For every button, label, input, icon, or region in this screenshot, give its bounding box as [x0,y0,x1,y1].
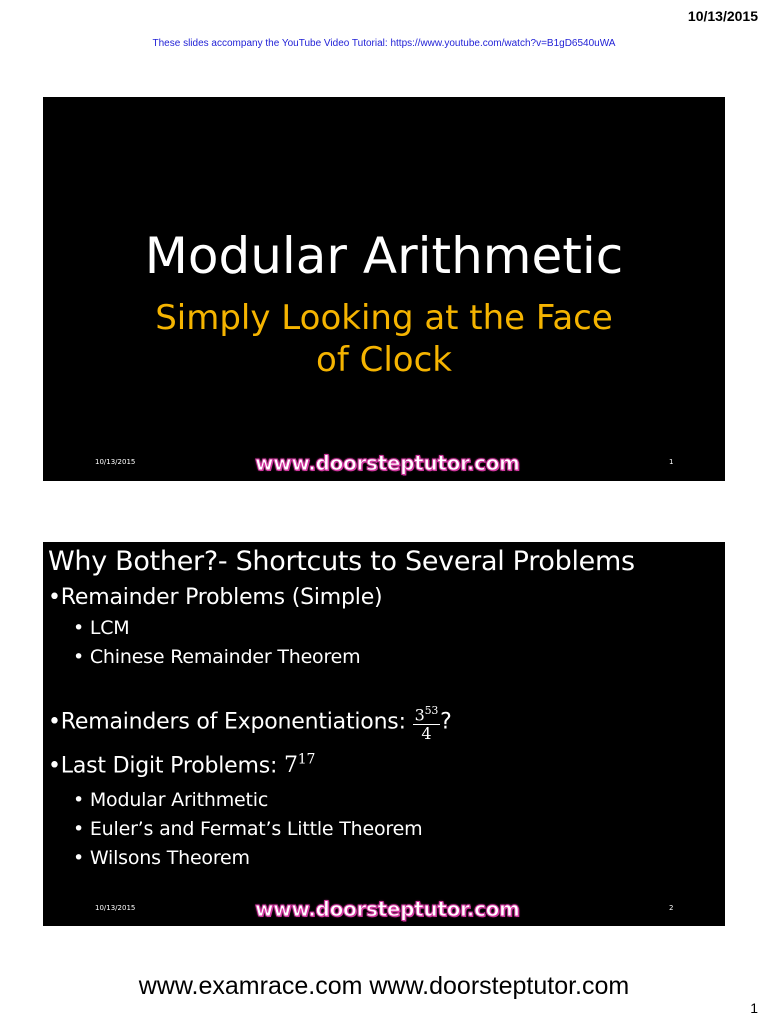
fraction-numerator: $3^{53}$ [414,704,439,725]
page-number: 1 [750,1000,758,1016]
question-mark: ? [440,709,452,735]
bullet-wilson-text: Wilsons Theorem [89,847,250,869]
bullet-remainder-text: Remainder Problems (Simple) [60,585,383,610]
slide-1-subtitle [43,297,725,381]
slide-2-footer-number: 2 [669,904,674,912]
slide-1-title: Modular Arithmetic [144,227,624,285]
page-date: 10/13/2015 [687,8,758,24]
bullet-lcm: • LCM [73,617,130,639]
bullet-modular: • Modular Arithmetic [73,789,269,811]
seven-pow-17: $7^{17}$ [283,752,316,779]
subtitle-line-2: of Clock [316,340,452,380]
bullet-euler: • Euler’s and Fermat’s Little Theorem [73,818,423,840]
bullet-modular-text: Modular Arithmetic [89,789,269,811]
slide-2-footer-date: 10/13/2015 [95,904,136,912]
bullet-last-digit: •Last Digit Problems: $7^{17}$ [48,752,316,779]
slide-2 [43,542,725,926]
slide-1 [43,97,725,481]
fraction-3-pow-53-over-4 [413,702,441,743]
subtitle-line-1: Simply Looking at the Face [155,298,613,338]
bullet-exponentiation-text: Remainders of Exponentiations: [60,709,413,735]
slide-2-title: Why Bother?- Shortcuts to Several Problems [48,546,635,577]
bullet-wilson: • Wilsons Theorem [73,847,250,869]
slide-1-footer-site: www.doorsteptutor.com [255,451,520,475]
bullet-last-digit-text: Last Digit Problems: [60,753,284,779]
bullet-crt-text: Chinese Remainder Theorem [89,646,361,668]
bullet-lcm-text: LCM [89,617,130,639]
bullet-remainder: •Remainder Problems (Simple) [48,585,383,610]
bullet-euler-text: Euler’s and Fermat’s Little Theorem [89,818,423,840]
footer-websites: www.examrace.com www.doorsteptutor.com [138,972,630,1000]
slide-2-footer-site: www.doorsteptutor.com [255,897,520,921]
slide-1-footer-number: 1 [669,458,674,466]
youtube-link[interactable]: These slides accompany the YouTube Video Tutorial: https://www.youtube.com/watch?v=B1gD6540uWA [152,38,616,49]
fraction-denominator: 4 [421,724,432,744]
bullet-crt: • Chinese Remainder Theorem [73,646,361,668]
bullet-exponentiation: •Remainders of Exponentiations: $\frac{3^{53}}{4}$ ? [48,704,452,744]
slide-1-footer-date: 10/13/2015 [95,458,136,466]
